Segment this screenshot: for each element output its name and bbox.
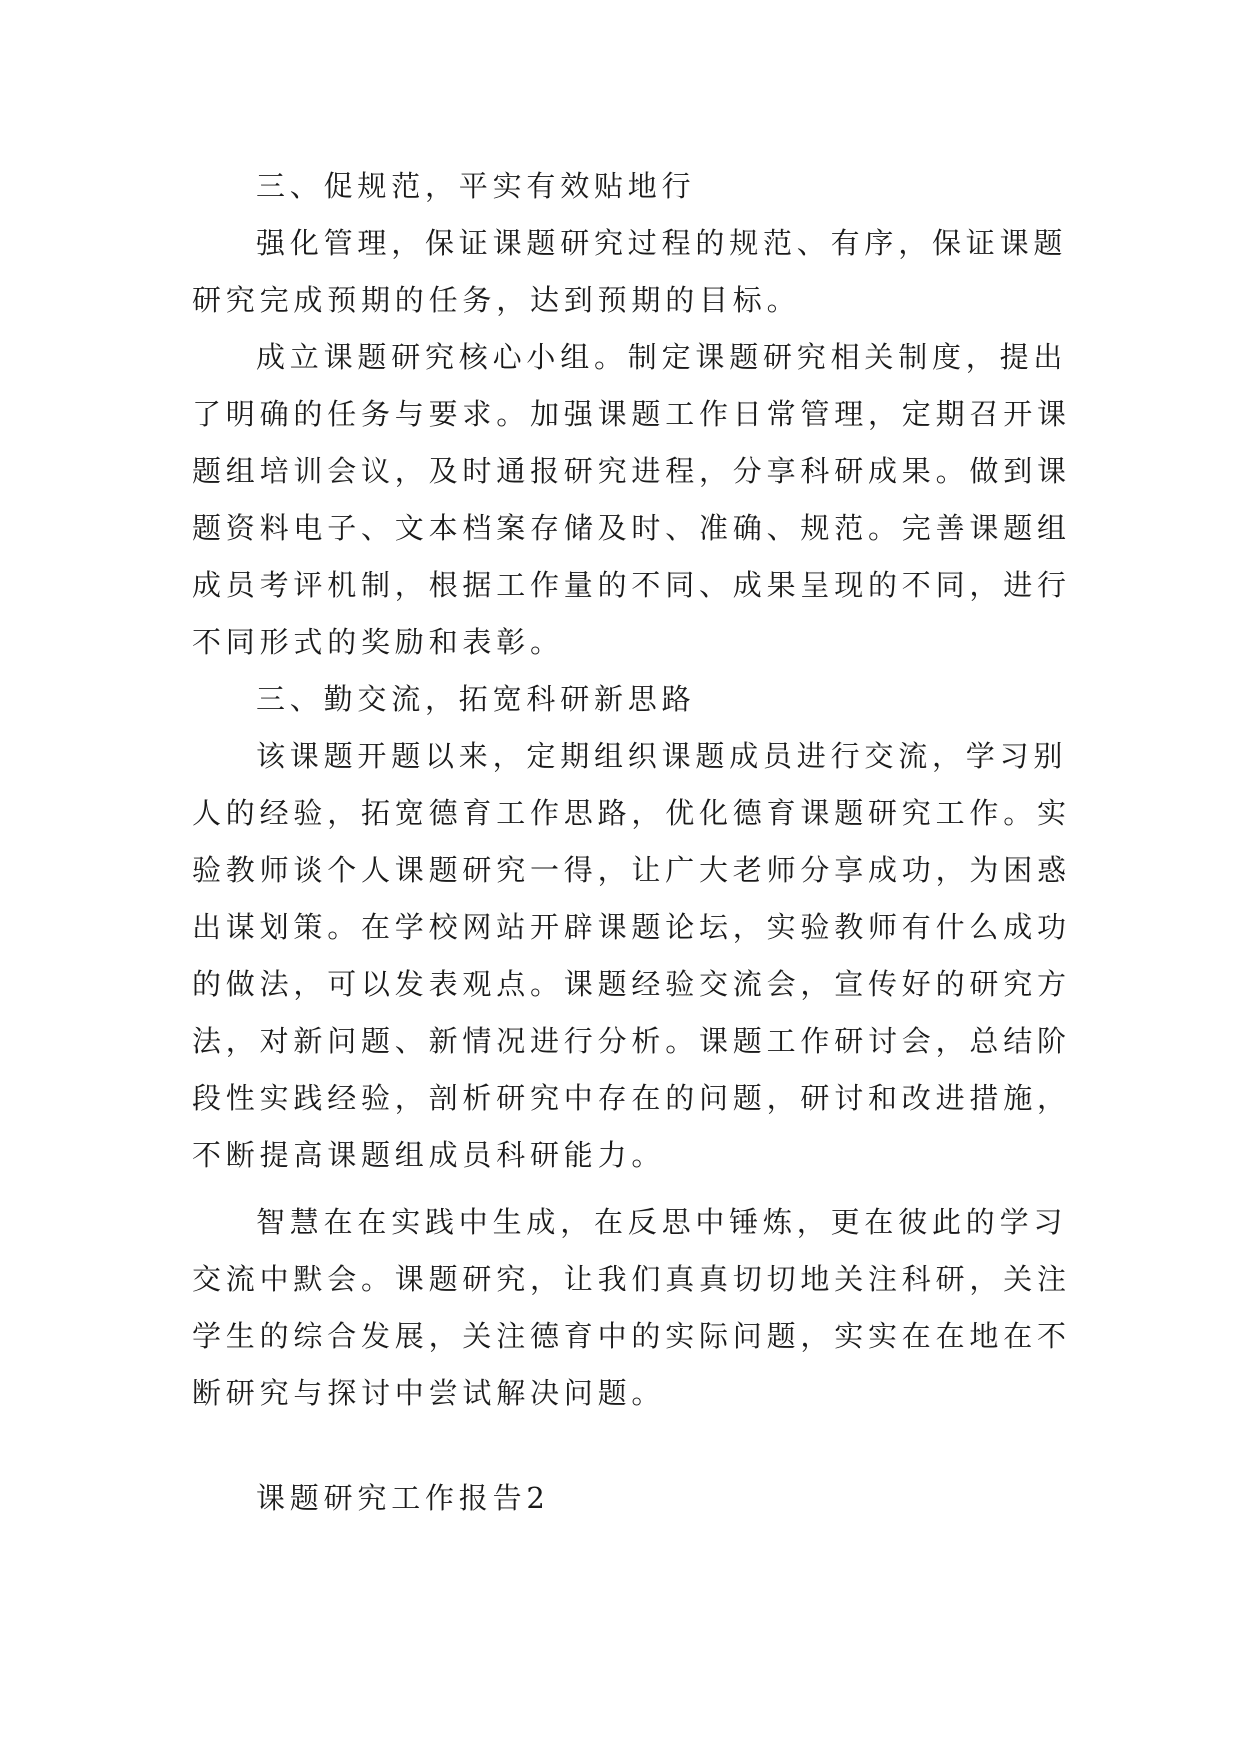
paragraph-line: 断研究与探讨中尝试解决问题。: [192, 1376, 666, 1410]
paragraph-line: 研究完成预期的任务，达到预期的目标。: [192, 283, 801, 317]
paragraph-line: 智慧在在实践中生成，在反思中锤炼，更在彼此的学习: [256, 1205, 1068, 1239]
paragraph-line: 了明确的任务与要求。加强课题工作日常管理，定期召开课: [192, 397, 1071, 431]
document-body: [192, 158, 1071, 1422]
paragraph-line: 题组培训会议，及时通报研究进程，分享科研成果。做到课: [192, 454, 1071, 488]
paragraph-line: 学生的综合发展，关注德育中的实际问题，实实在在地在不: [192, 1319, 1071, 1353]
paragraph-line: 成立课题研究核心小组。制定课题研究相关制度，提出: [256, 340, 1068, 374]
paragraph-line: 人的经验，拓宽德育工作思路，优化德育课题研究工作。实: [192, 796, 1071, 830]
paragraph-core-group: [192, 329, 1071, 671]
paragraph-line: 的做法，可以发表观点。课题经验交流会，宣传好的研究方: [192, 967, 1071, 1001]
paragraph-line: 出谋划策。在学校网站开辟课题论坛，实验教师有什么成功: [192, 910, 1071, 944]
paragraph-line: 不断提高课题组成员科研能力。: [192, 1138, 666, 1172]
report-title: 课题研究工作报告2: [256, 1481, 550, 1515]
paragraph-line: 题资料电子、文本档案存储及时、准确、规范。完善课题组: [192, 511, 1071, 545]
paragraph-line: 段性实践经验，剖析研究中存在的问题，研讨和改进措施，: [192, 1081, 1071, 1115]
section-heading-regulation: 三、促规范，平实有效贴地行: [256, 169, 696, 203]
paragraph-line: 验教师谈个人课题研究一得，让广大老师分享成功，为困惑: [192, 853, 1071, 887]
paragraph-line: 法，对新问题、新情况进行分析。课题工作研讨会，总结阶: [192, 1024, 1071, 1058]
section-heading-exchange: 三、勤交流，拓宽科研新思路: [256, 682, 696, 716]
paragraph-line: 成员考评机制，根据工作量的不同、成果呈现的不同，进行: [192, 568, 1071, 602]
paragraph-line: 该课题开题以来，定期组织课题成员进行交流，学习别: [256, 739, 1068, 773]
paragraph-line: 不同形式的奖励和表彰。: [192, 625, 564, 659]
paragraph-management-intro: [192, 215, 1068, 329]
paragraph-line: 强化管理，保证课题研究过程的规范、有序，保证课题: [256, 226, 1068, 260]
paragraph-line: 交流中默会。课题研究，让我们真真切切地关注科研，关注: [192, 1262, 1071, 1296]
paragraph-conclusion: [192, 1194, 1071, 1422]
paragraph-exchange: [192, 728, 1071, 1184]
